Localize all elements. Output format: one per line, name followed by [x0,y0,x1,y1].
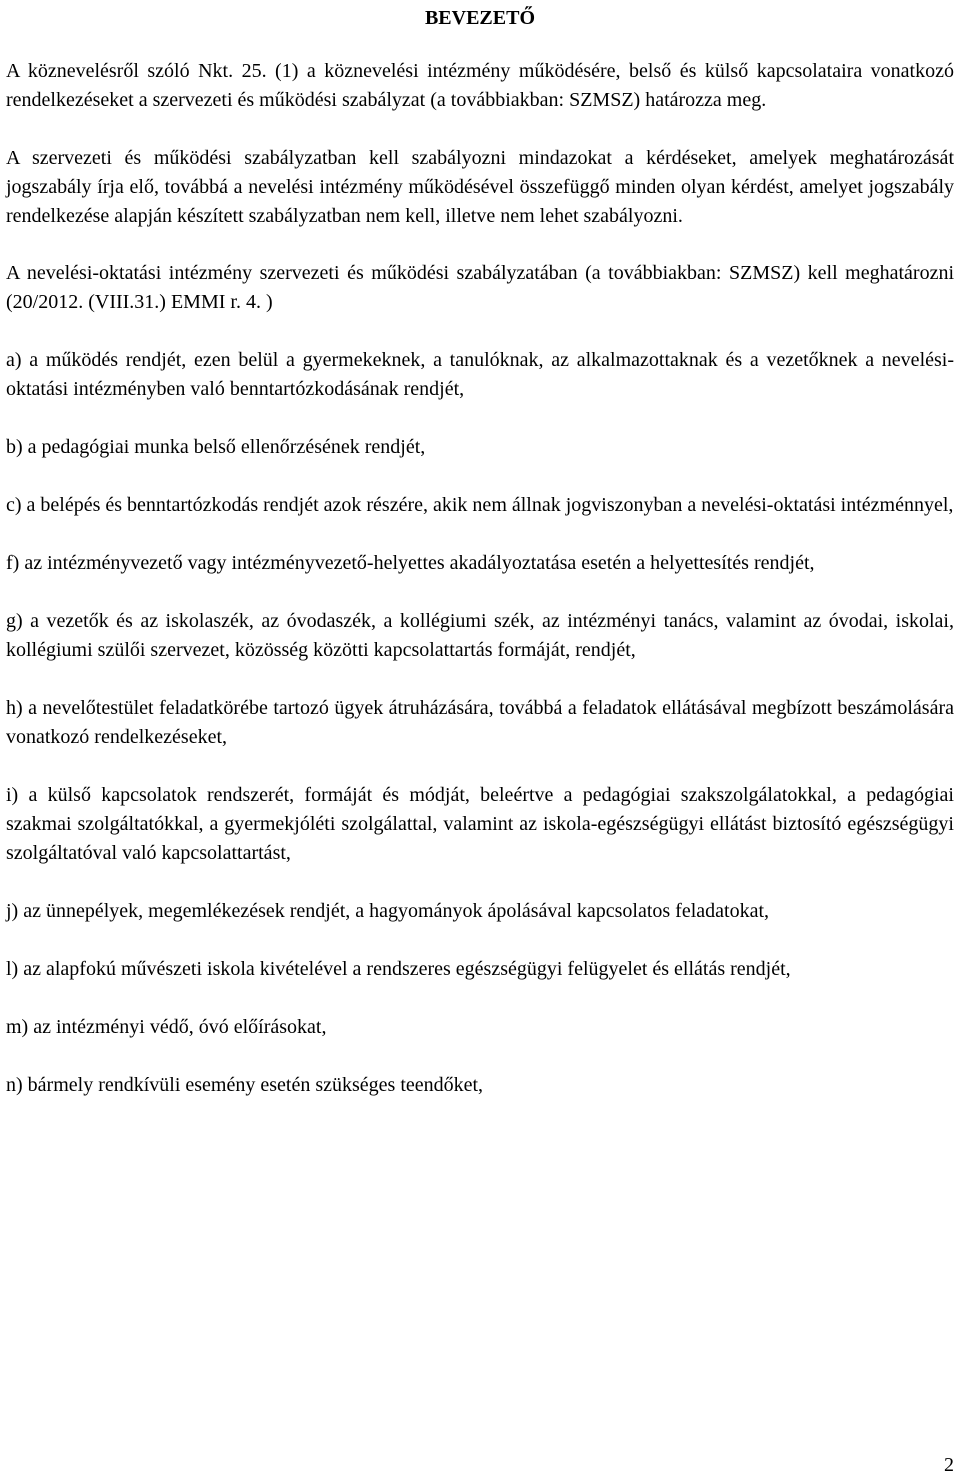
list-item: h) a nevelőtestület feladatkörébe tartozó ügyek átruházására, továbbá a feladatok ellátásával megbízott beszámolására vonatkozó rendelkezéseket, [6,697,954,748]
document-page [6,0,954,1129]
list-item: n) bármely rendkívüli esemény esetén szükséges teendőket, [6,1074,484,1096]
legal-basis-paragraph: A nevelési-oktatási intézmény szervezeti és működési szabályzatában (a továbbiakban: SZMSZ) kell meghatározni (20/2012. (VIII.31.) EMMI r. 4. ) [6,262,954,313]
list-item: a) a működés rendjét, ezen belül a gyermekeknek, a tanulóknak, az alkalmazottaknak és a vezetőknek a nevelési-oktatási intézményben való benntartózkodásának rendjét, [6,349,954,400]
page-number: 2 [944,1454,954,1476]
list-item: m) az intézményi védő, óvó előírásokat, [6,1016,327,1038]
list-item: j) az ünnepélyek, megemlékezések rendjét, a hagyományok ápolásával kapcsolatos feladatokat, [6,900,770,922]
list-item: b) a pedagógiai munka belső ellenőrzésének rendjét, [6,436,426,458]
document-title: BEVEZETŐ [424,7,536,29]
list-item: f) az intézményvezető vagy intézményvezető-helyettes akadályoztatása esetén a helyettesítés rendjét, [6,552,815,574]
list-item: g) a vezetők és az iskolaszék, az óvodaszék, a kollégiumi szék, az intézményi tanács, valamint az óvodai, iskolai, kollégiumi szülői szervezet, közösség közötti kapcsolattartás formáját, rendjét, [6,610,954,661]
list-item: c) a belépés és benntartózkodás rendjét azok részére, akik nem állnak jogviszonyban a nevelési-oktatási intézménnyel, [6,494,954,516]
scope-paragraph: A szervezeti és működési szabályzatban kell szabályozni mindazokat a kérdéseket, amelyek meghatározását jogszabály írja elő, továbbá a nevelési intézmény működésével összefüggő minden olyan kérdést, amelyet jogszabály rendelkezése alapján készített szabályzatban nem kell, illetve nem lehet szabályozni. [6,147,954,227]
list-item: i) a külső kapcsolatok rendszerét, formáját és módját, beleértve a pedagógiai szakszolgálatokkal, a pedagógiai szakmai szolgáltatókkal, a gyermekjóléti szolgálattal, valamint az iskola-egészségügyi ellátást biztosító egészségügyi szolgáltatóval való kapcsolattartást, [6,784,954,864]
list-item: l) az alapfokú művészeti iskola kivételével a rendszeres egészségügyi felügyelet és ellátás rendjét, [6,958,791,980]
requirements-list [6,346,954,1100]
intro-paragraph: A köznevelésről szóló Nkt. 25. (1) a köznevelési intézmény működésére, belső és külső kapcsolataira vonatkozó rendelkezéseket a szervezeti és működési szabályzat (a továbbiakban: SZMSZ) határozza meg. [6,60,954,111]
